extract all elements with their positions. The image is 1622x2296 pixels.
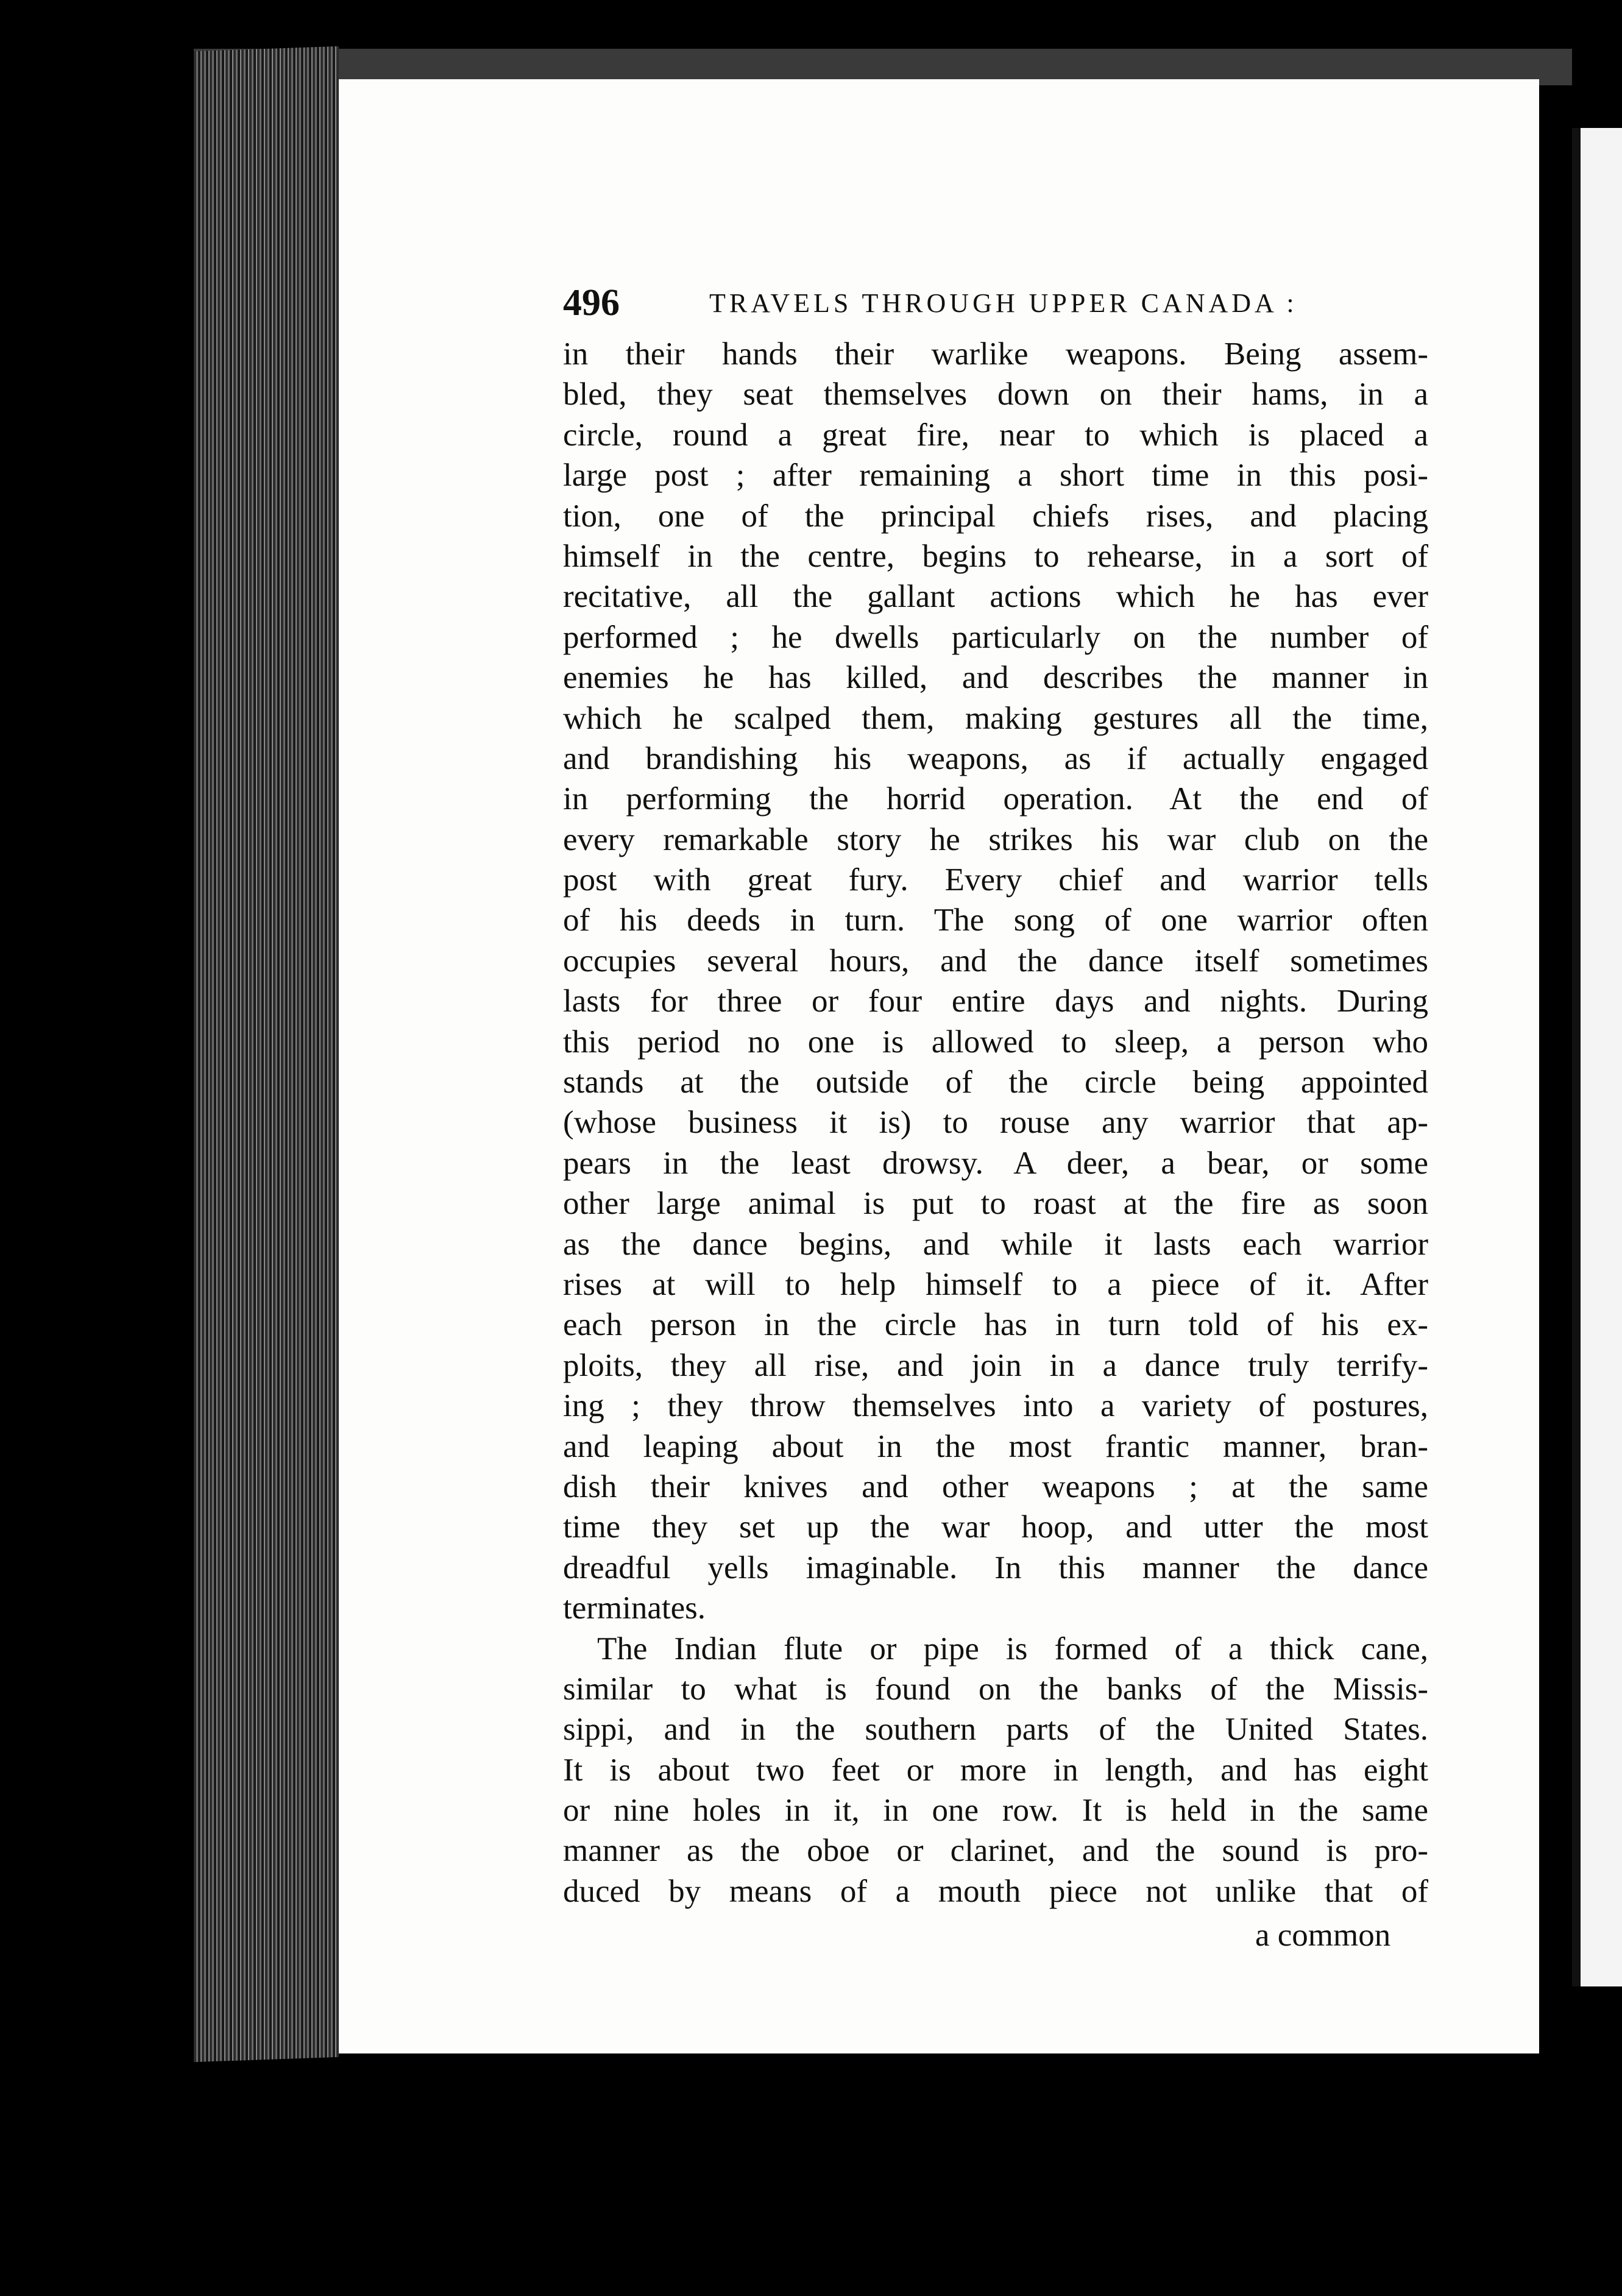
text-line: himself in the centre, begins to rehearse, in a sort of: [563, 538, 1428, 574]
page-edges: [194, 46, 339, 2062]
page-number: 496: [563, 282, 620, 324]
text-line: every remarkable story he strikes his war club on the: [563, 821, 1428, 857]
text-line: which he scalped them, making gestures all the time,: [563, 700, 1428, 736]
text-line: duced by means of a mouth piece not unlike that of: [563, 1873, 1428, 1909]
paragraph-start-line: The Indian flute or pipe is formed of a thick cane,: [597, 1631, 1428, 1667]
text-line: performed ; he dwells particularly on the number of: [563, 619, 1428, 655]
text-line: occupies several hours, and the dance itself sometimes: [563, 943, 1428, 979]
page-header: [563, 282, 1428, 330]
text-line: of his deeds in turn. The song of one warrior often: [563, 902, 1428, 938]
text-line: circle, round a great fire, near to which is placed a: [563, 417, 1428, 453]
text-line: rises at will to help himself to a piece of it. After: [563, 1266, 1428, 1302]
text-line: in performing the horrid operation. At the end of: [563, 781, 1428, 817]
text-line: (whose business it is) to rouse any warrior that ap-: [563, 1105, 1428, 1141]
text-line: post with great fury. Every chief and warrior tells: [563, 862, 1428, 898]
body-text: [563, 334, 1428, 1912]
text-line: or nine holes in it, in one row. It is held in the same: [563, 1793, 1428, 1829]
text-line: recitative, all the gallant actions which he has ever: [563, 579, 1428, 615]
text-line: sippi, and in the southern parts of the United States.: [563, 1712, 1428, 1748]
text-line: enemies he has killed, and describes the manner in: [563, 660, 1428, 696]
text-line: lasts for three or four entire days and nights. During: [563, 983, 1428, 1019]
paragraph-end-line: terminates.: [563, 1590, 706, 1626]
text-line: similar to what is found on the banks of the Missis-: [563, 1671, 1428, 1707]
text-line: large post ; after remaining a short time in this posi-: [563, 458, 1428, 494]
catchword: a common: [1255, 1918, 1391, 1953]
text-line: dreadful yells imaginable. In this manner the dance: [563, 1550, 1428, 1586]
running-title: TRAVELS THROUGH UPPER CANADA :: [709, 288, 1298, 318]
text-line: ploits, they all rise, and join in a dance truly terrify-: [563, 1347, 1428, 1383]
text-line: manner as the oboe or clarinet, and the sound is pro-: [563, 1833, 1428, 1869]
text-line: dish their knives and other weapons ; at the same: [563, 1469, 1428, 1504]
text-line: ing ; they throw themselves into a variety of postures,: [563, 1388, 1428, 1424]
text-line: bled, they seat themselves down on their hams, in a: [563, 377, 1428, 413]
text-line: stands at the outside of the circle being appointed: [563, 1065, 1428, 1100]
facing-page-edge: [1572, 128, 1622, 1986]
text-line: and brandishing his weapons, as if actually engaged: [563, 740, 1428, 776]
text-line: time they set up the war hoop, and utter the most: [563, 1509, 1428, 1545]
text-line: It is about two feet or more in length, and has eight: [563, 1752, 1428, 1788]
text-line: tion, one of the principal chiefs rises, and placing: [563, 498, 1428, 534]
text-line: in their hands their warlike weapons. Being assem-: [563, 336, 1428, 372]
text-line: pears in the least drowsy. A deer, a bear, or some: [563, 1145, 1428, 1181]
text-line: each person in the circle has in turn told of his ex-: [563, 1307, 1428, 1343]
text-line: this period no one is allowed to sleep, a person who: [563, 1024, 1428, 1060]
text-line: as the dance begins, and while it lasts each warrior: [563, 1226, 1428, 1262]
text-line: other large animal is put to roast at the fire as soon: [563, 1186, 1428, 1222]
text-line: and leaping about in the most frantic manner, bran-: [563, 1428, 1428, 1464]
